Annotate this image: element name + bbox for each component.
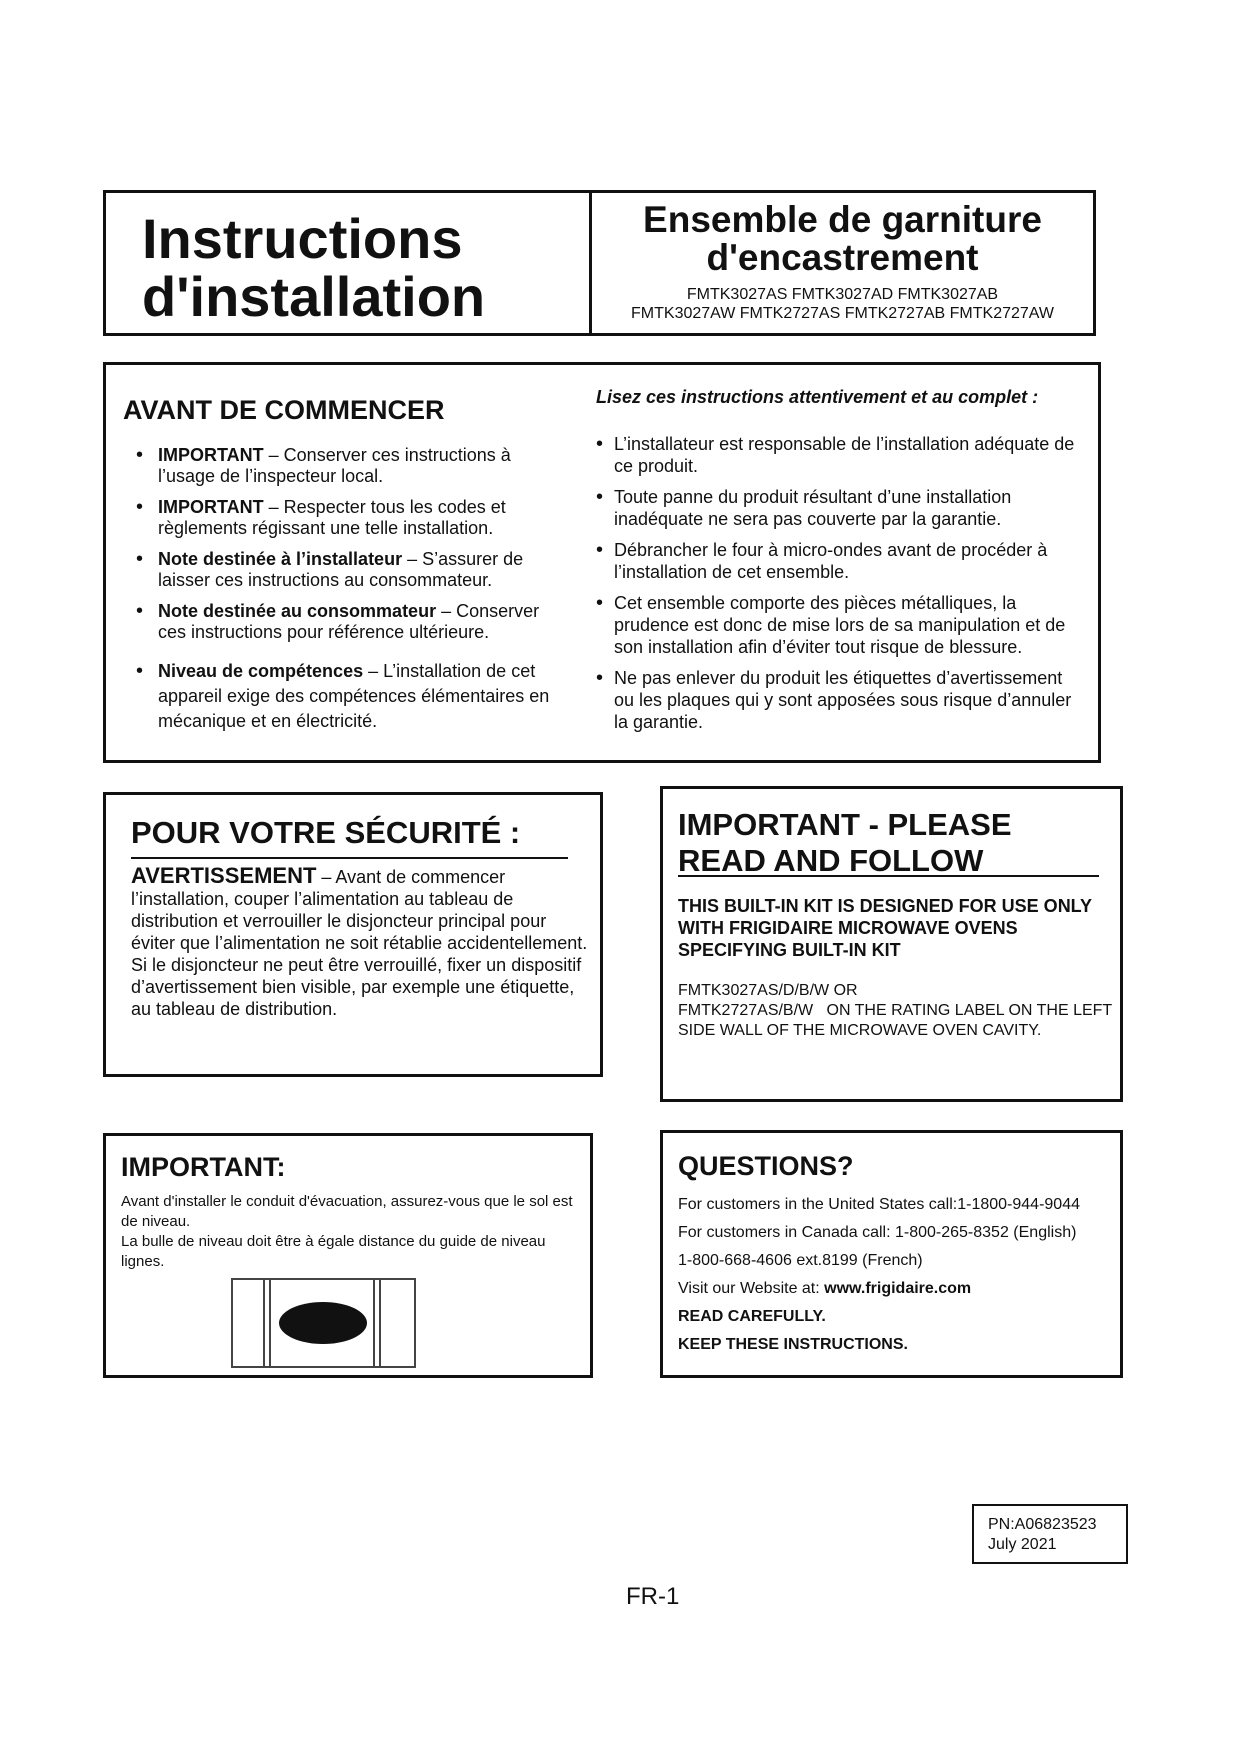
section-title: IMPORTANT - PLEASE READ AND FOLLOW xyxy=(678,807,1012,878)
list-item-text: – S’assurer de laisser ces instructions au consommateur. xyxy=(158,549,524,590)
list-item-label: Note destinée à l’installateur xyxy=(158,549,403,569)
kit-title-line-2: d'encastrement xyxy=(706,237,979,278)
before-you-begin-section xyxy=(103,362,1101,763)
list-item xyxy=(132,659,562,734)
title-line-2: d'installation xyxy=(142,265,486,328)
safety-section xyxy=(103,792,603,1077)
list-item-label: Note destinée au consommateur xyxy=(158,601,437,621)
section-title: POUR VOTRE SÉCURITÉ : xyxy=(131,815,521,850)
canada-phone: For customers in Canada call: 1-800-265-8352 (English) xyxy=(678,1224,1077,1241)
read-carefully: READ CAREFULLY. xyxy=(678,1308,826,1325)
rating-label-text: ON THE RATING LABEL ON THE LEFT SIDE WALL OF THE MICROWAVE OVEN CAVITY. xyxy=(678,1002,1112,1039)
list-item xyxy=(132,601,562,643)
list-item xyxy=(132,445,562,487)
list-item-text: – L’installation de cet appareil exige des compétences élémentaires en mécanique et en électricité. xyxy=(158,661,550,731)
kit-title-block xyxy=(592,193,1093,333)
part-number: PN:A06823523 xyxy=(988,1516,1097,1533)
questions-section xyxy=(660,1130,1123,1378)
level-instruction-2: La bulle de niveau doit être à égale distance du guide de niveau lignes. xyxy=(121,1233,546,1270)
contact-info xyxy=(678,1191,1118,1359)
level-bubble-diagram xyxy=(231,1278,416,1368)
model-line-2: FMTK2727AS/B/W ON THE RATING LABEL ON THE LEFT SIDE WALL OF THE MICROWAVE OVEN CAVITY. xyxy=(678,1002,1112,1039)
list-item: • Toute panne du produit résultant d’une installation inadéquate ne sera pas couverte par la garantie. xyxy=(596,486,1086,530)
list-item: • Ne pas enlever du produit les étiquettes d’avertissement ou les plaques qui y sont apposées sous risque d’annuler la garantie. xyxy=(596,667,1086,733)
list-item xyxy=(132,549,562,591)
kit-title-line-1: Ensemble de garniture xyxy=(643,199,1042,240)
revision-date: July 2021 xyxy=(988,1536,1057,1553)
title-block xyxy=(106,193,592,333)
list-item-text: – Conserver ces instructions à l’usage de l’inspecteur local. xyxy=(158,445,511,486)
warning-text xyxy=(131,865,591,1020)
list-item-text: – Respecter tous les codes et règlements régissant une telle installation. xyxy=(158,497,506,538)
read-carefully-heading: Lisez ces instructions attentivement et au complet : xyxy=(596,387,1039,407)
model-line-1: FMTK3027AS/D/B/W OR xyxy=(678,982,858,999)
warning-label: AVERTISSEMENT xyxy=(131,863,317,888)
list-item: • L’installateur est responsable de l’installation adéquate de ce produit. xyxy=(596,433,1086,477)
model-rating-text xyxy=(678,981,1118,1041)
model-list-line-1: FMTK3027AS FMTK3027AD FMTK3027AB xyxy=(686,286,999,303)
us-phone: For customers in the United States call:1-1800-944-9044 xyxy=(678,1196,1080,1213)
level-instructions xyxy=(121,1192,581,1272)
keep-instructions: KEEP THESE INSTRUCTIONS. xyxy=(678,1336,908,1353)
list-item-label: Niveau de compétences xyxy=(158,661,364,681)
level-bubble-icon xyxy=(231,1278,416,1368)
warning-body: – Avant de commencer l’installation, couper l’alimentation au tableau de distribution et verrouiller le disjoncteur principal pour éviter que l’alimentation ne soit rétablie accidentellement. Si le disjoncteur ne peut être verrouillé, fixer un dispositif d’avertissement bien visible, par exemple une étiquette, au tableau de distribution. xyxy=(131,867,588,1019)
part-number-box xyxy=(972,1504,1128,1564)
section-title: AVANT DE COMMENCER xyxy=(123,395,445,425)
title-underline xyxy=(131,857,568,859)
page-number: FR-1 xyxy=(626,1583,680,1610)
french-phone: 1-800-668-4606 ext.8199 (French) xyxy=(678,1252,923,1269)
list-item-label: IMPORTANT xyxy=(158,445,264,465)
level-section xyxy=(103,1133,593,1378)
model-list-line-2: FMTK3027AW FMTK2727AS FMTK2727AB FMTK2727AW xyxy=(631,305,1054,322)
level-instruction-1: Avant d'installer le conduit d'évacuation, assurez-vous que le sol est de niveau. xyxy=(121,1193,573,1230)
website: Visit our Website at: www.frigidaire.com xyxy=(678,1280,972,1297)
model-list xyxy=(592,285,1093,323)
section-title: IMPORTANT: xyxy=(121,1152,286,1182)
list-item xyxy=(132,497,562,539)
website-link[interactable]: www.frigidaire.com xyxy=(824,1280,972,1297)
list-item-label: IMPORTANT xyxy=(158,497,264,517)
section-title: QUESTIONS? xyxy=(678,1151,854,1181)
kit-compatibility-text: THIS BUILT-IN KIT IS DESIGNED FOR USE ONLY WITH FRIGIDAIRE MICROWAVE OVENS SPECIFYING BUILT-IN KIT xyxy=(678,896,1092,960)
list-item: • Débrancher le four à micro-ondes avant de procéder à l’installation de cet ensemble. xyxy=(596,539,1086,583)
title-header xyxy=(103,190,1096,336)
title-line-1: Instructions xyxy=(142,207,463,270)
list-item-text: – Conserver ces instructions pour référence ultérieure. xyxy=(158,601,540,642)
installer-notes-list xyxy=(596,433,1086,742)
list-item: • Cet ensemble comporte des pièces métalliques, la prudence est donc de mise lors de sa manipulation et de son installation afin d’éviter tout risque de blessure. xyxy=(596,592,1086,658)
please-read-section xyxy=(660,786,1123,1102)
title-underline xyxy=(678,875,1099,877)
important-notes-list xyxy=(132,445,562,744)
